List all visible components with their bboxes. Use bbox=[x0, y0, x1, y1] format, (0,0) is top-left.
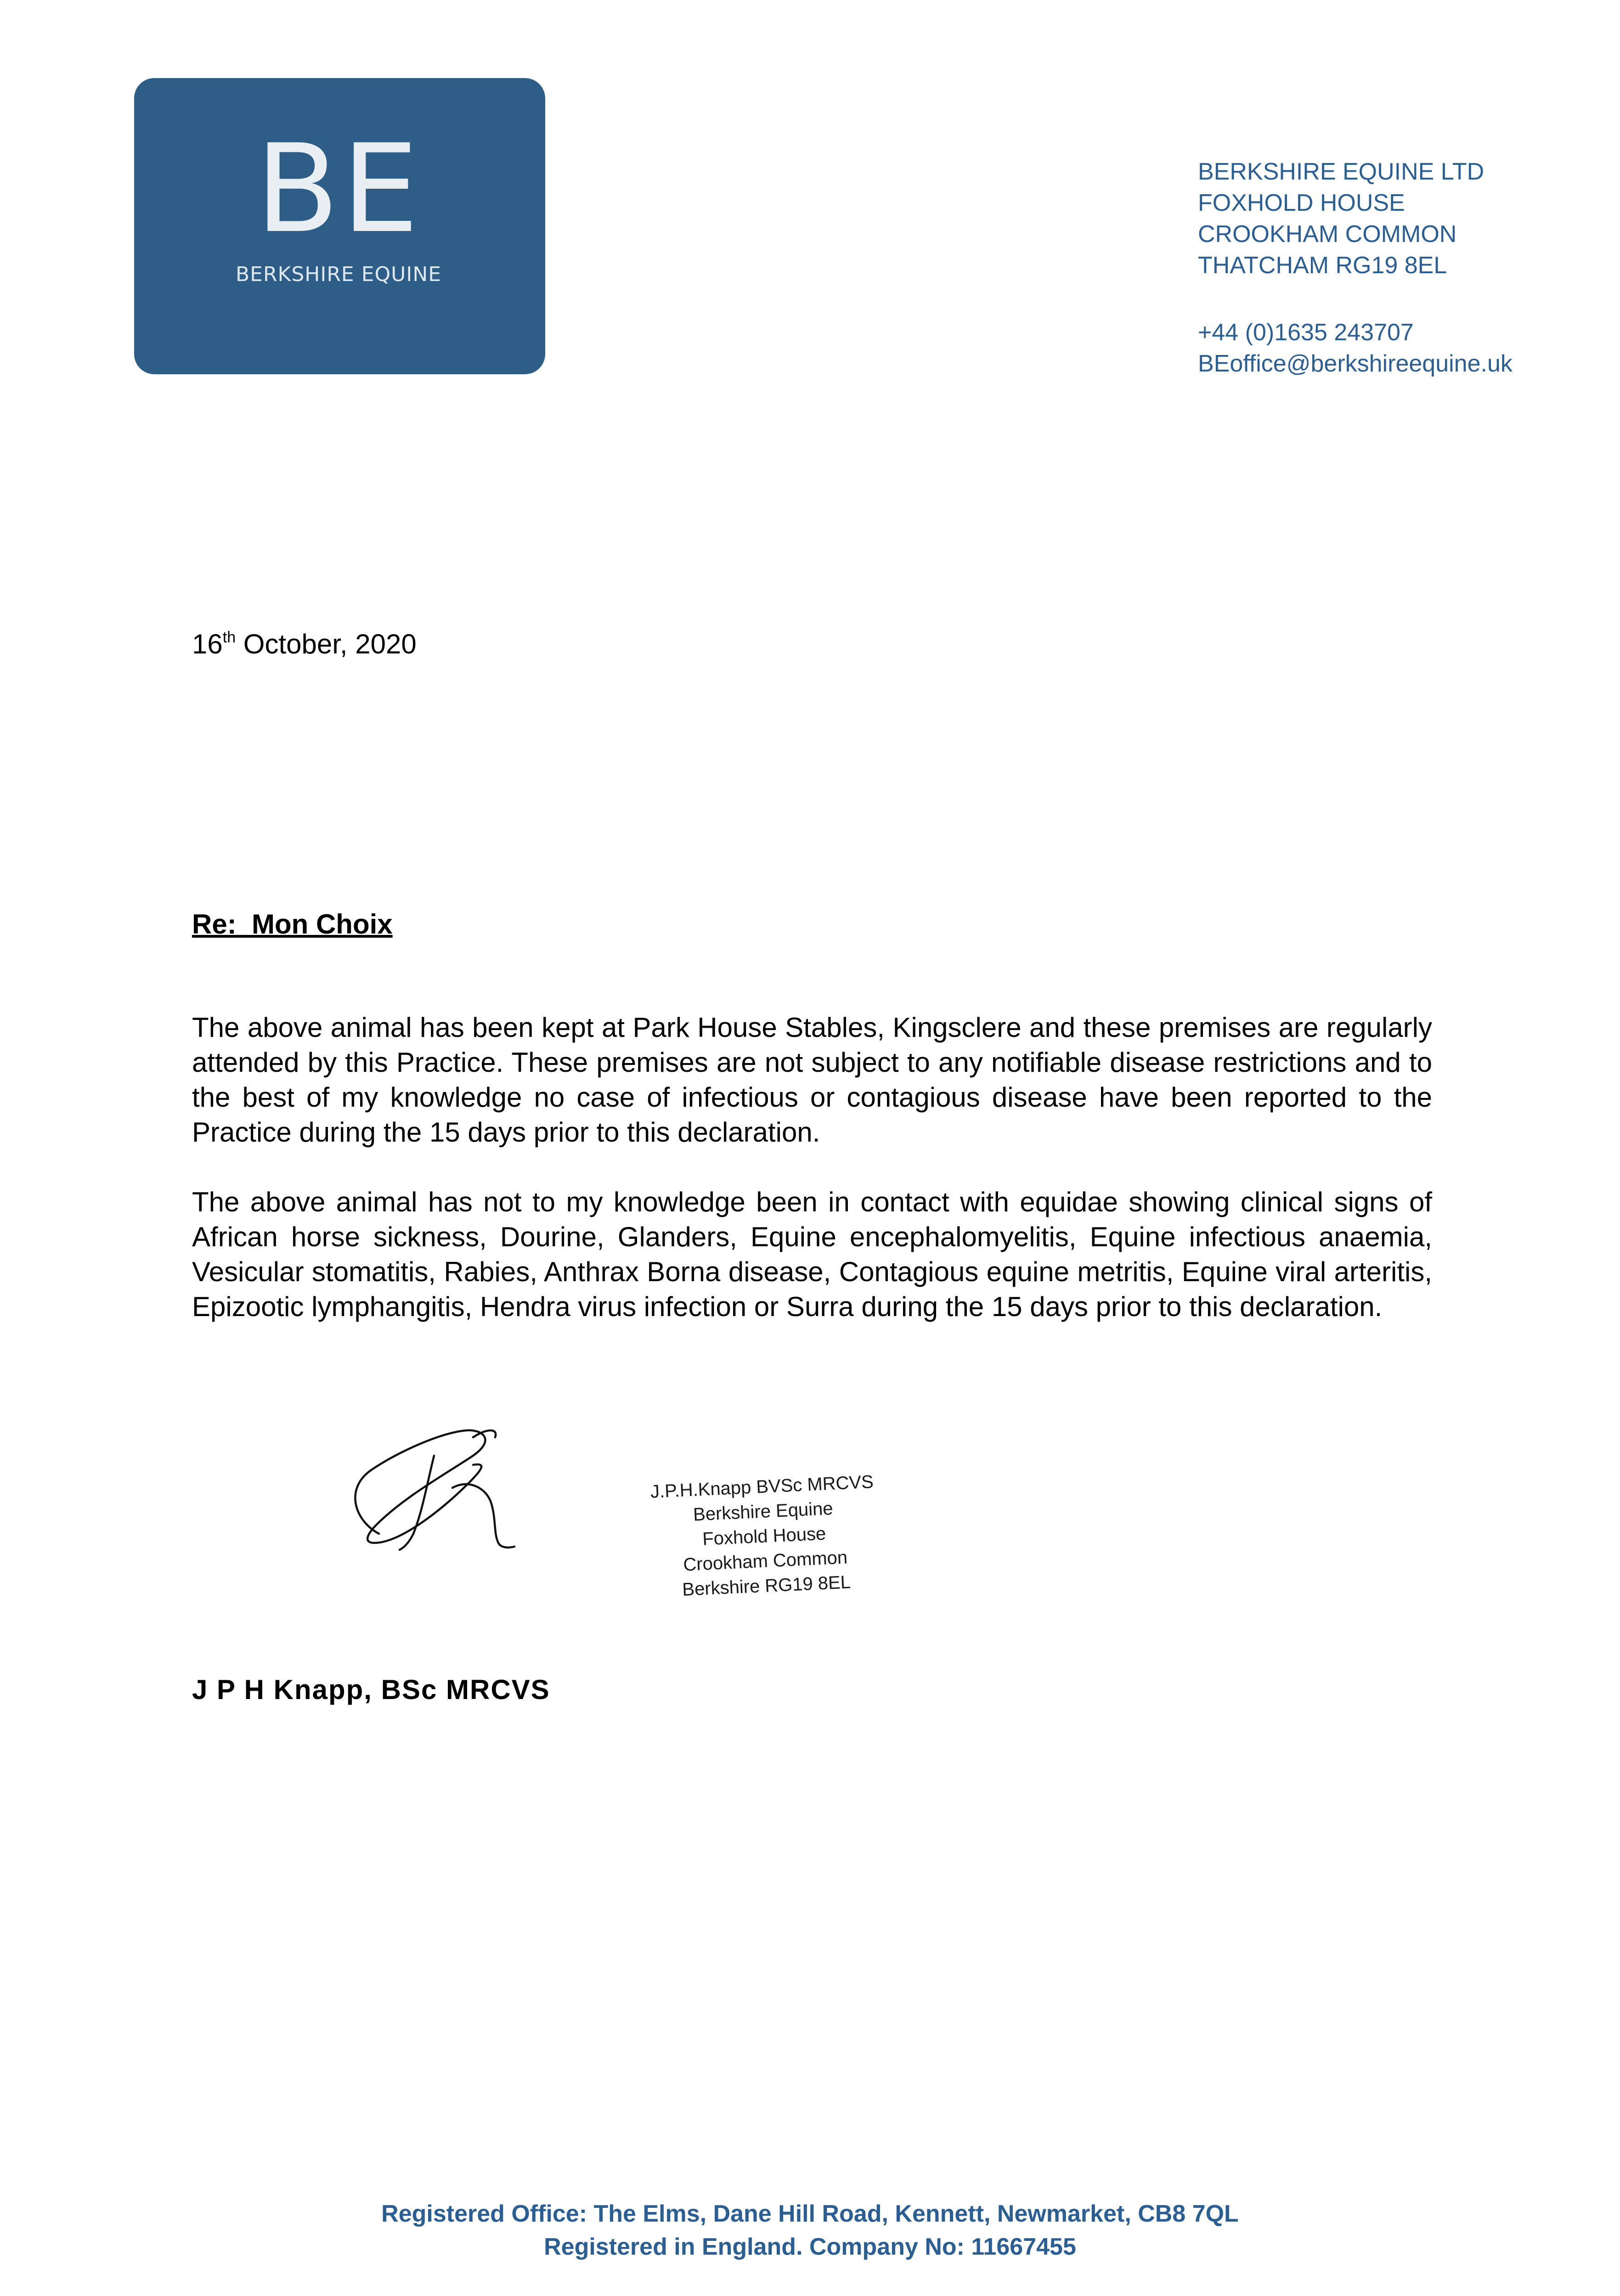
body-paragraph: The above animal has not to my knowledge been in contact with equidae showing clinical signs of African horse sickness, Dourine, Glanders, Equine encephalomyelitis, Equine infectious anaemia, Vesicular stomatitis, Rabies, Anthrax Borna disease, Contagious equine metritis, Equine viral arteritis, Epizootic lymphangitis, Hendra virus infection or Surra during the 15 days prior to this declaration. bbox=[192, 1187, 1432, 1322]
company-logo bbox=[134, 78, 545, 374]
company-address bbox=[1198, 156, 1484, 281]
footer-line: Registered in England. Company No: 11667455 bbox=[544, 2234, 1076, 2260]
company-contact bbox=[1198, 317, 1513, 379]
logo-company-name: BERKSHIRE EQUINE bbox=[235, 263, 442, 286]
date-month-year: October, 2020 bbox=[236, 629, 417, 659]
stamp-line: Berkshire Equine bbox=[693, 1498, 834, 1525]
address-line: BERKSHIRE EQUINE LTD bbox=[1198, 158, 1485, 185]
phone-number: +44 (0)1635 243707 bbox=[1198, 319, 1414, 346]
address-stamp bbox=[619, 1468, 909, 1605]
address-line: THATCHAM RG19 8EL bbox=[1198, 252, 1447, 279]
address-line: FOXHOLD HOUSE bbox=[1198, 190, 1405, 216]
stamp-line: Foxhold House bbox=[702, 1523, 827, 1549]
footer-line: Registered Office: The Elms, Dane Hill Road, Kennett, Newmarket, CB8 7QL bbox=[381, 2200, 1239, 2227]
logo-monogram: BE bbox=[255, 118, 422, 260]
stamp-line: J.P.H.Knapp BVSc MRCVS bbox=[650, 1471, 874, 1502]
address-line: CROOKHAM COMMON bbox=[1198, 221, 1457, 248]
date-day: 16 bbox=[192, 629, 223, 659]
handwritten-signature bbox=[335, 1419, 537, 1575]
body-paragraph: The above animal has been kept at Park House Stables, Kingsclere and these premises are regularly attended by this Practice. These premises are not subject to any notifiable disease restrictions and to the best of my knowledge no case of infectious or contagious disease have been reported to the Practice during the 15 days prior to this declaration. bbox=[192, 1012, 1432, 1148]
stamp-line: Crookham Common bbox=[683, 1547, 848, 1575]
date-ordinal-suffix: th bbox=[222, 629, 236, 646]
letter-date bbox=[192, 628, 417, 660]
stamp-line: Berkshire RG19 8EL bbox=[682, 1572, 851, 1600]
registered-office-footer bbox=[0, 2197, 1620, 2263]
letter-subject: Re: Mon Choix bbox=[192, 909, 393, 940]
email-address: BEoffice@berkshireequine.uk bbox=[1198, 350, 1513, 377]
signer-name: J P H Knapp, BSc MRCVS bbox=[192, 1674, 550, 1705]
